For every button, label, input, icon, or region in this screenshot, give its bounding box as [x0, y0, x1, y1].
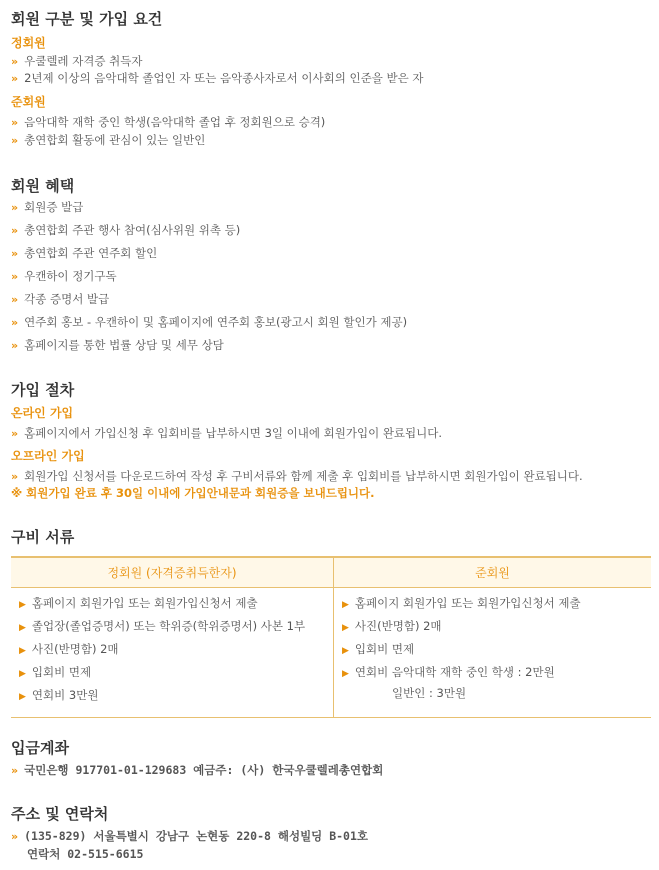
double-chevron-icon: » — [11, 201, 19, 214]
list-item: » 우쿨렐레 자격증 취득자 — [11, 54, 143, 68]
associate-docs-cell — [334, 588, 652, 718]
triangle-bullet-icon: ▶ — [342, 623, 349, 633]
online-signup-label: 온라인 가입 — [11, 406, 74, 420]
triangle-bullet-icon: ▶ — [19, 669, 26, 679]
benefits-section-title: 회원 혜택 — [11, 177, 75, 195]
account-section-title: 입금계좌 — [11, 739, 69, 757]
list-item: » 2년제 이상의 음악대학 졸업인 자 또는 음악종사자로서 이사회의 인준을 받은 자 — [11, 71, 424, 85]
list-item: » 각종 증명서 발급 — [11, 292, 110, 306]
list-item: » 홈페이지를 통한 법률 상담 및 세무 상담 — [11, 338, 224, 352]
list-item: » 우캔하이 정기구독 — [11, 269, 117, 283]
associate-member-label: 준회원 — [11, 95, 46, 109]
double-chevron-icon: » — [11, 270, 19, 283]
double-chevron-icon: » — [11, 427, 19, 440]
list-item: ▶ 사진(반명함) 2매 — [19, 638, 333, 661]
list-item: ▶ 연회비 음악대학 재학 중인 학생 : 2만원 — [342, 661, 651, 684]
associate-column-header: 준회원 — [334, 557, 652, 588]
list-item: » 연주회 홍보 - 우캔하이 및 홈페이지에 연주회 홍보(광고시 회원 할인가 제공) — [11, 315, 408, 329]
list-item: » 홈페이지에서 가입신청 후 입회비를 납부하시면 3일 이내에 회원가입이 완료됩니다. — [11, 426, 443, 440]
double-chevron-icon: » — [11, 830, 19, 843]
list-item: ▶ 졸업장(졸업증명서) 또는 학위증(학위증명서) 사본 1부 — [19, 615, 333, 638]
double-chevron-icon: » — [11, 293, 19, 306]
regular-member-label: 정회원 — [11, 36, 46, 50]
triangle-bullet-icon: ▶ — [19, 692, 26, 702]
double-chevron-icon: » — [11, 339, 19, 352]
list-item: » 회원증 발급 — [11, 200, 84, 214]
documents-table — [11, 556, 651, 718]
address-line: » (135-829) 서울특별시 강남구 논현동 220-8 해성빌딩 B-01호 — [11, 829, 369, 843]
contact-section-title: 주소 및 연락처 — [11, 805, 109, 823]
list-item: ▶ 입회비 면제 — [19, 661, 333, 684]
list-item: » 회원가입 신청서를 다운로드하여 작성 후 구비서류와 함께 제출 후 입회비를 납부하시면 회원가입이 완료됩니다. — [11, 469, 583, 483]
double-chevron-icon: » — [11, 470, 19, 483]
double-chevron-icon: » — [11, 116, 19, 129]
list-item: ▶ 홈페이지 회원가입 또는 회원가입신청서 제출 — [342, 592, 651, 615]
triangle-bullet-icon: ▶ — [19, 623, 26, 633]
triangle-bullet-icon: ▶ — [19, 600, 26, 610]
list-item: ▶ 홈페이지 회원가입 또는 회원가입신청서 제출 — [19, 592, 333, 615]
double-chevron-icon: » — [11, 224, 19, 237]
triangle-bullet-icon: ▶ — [19, 646, 26, 656]
list-item: » 총연합회 주관 연주회 할인 — [11, 246, 158, 260]
double-chevron-icon: » — [11, 764, 19, 777]
regular-docs-cell — [11, 588, 334, 718]
list-item: » 음악대학 재학 중인 학생(음악대학 졸업 후 정회원으로 승격) — [11, 115, 326, 129]
triangle-bullet-icon: ▶ — [342, 646, 349, 656]
list-item: ▶ 입회비 면제 — [342, 638, 651, 661]
documents-section-title: 구비 서류 — [11, 528, 75, 546]
phone-line: 연락처 02-515-6615 — [27, 847, 144, 861]
procedure-section-title: 가입 절차 — [11, 381, 75, 399]
membership-section-title: 회원 구분 및 가입 요건 — [11, 10, 163, 28]
list-item: » 총연합회 활동에 관심이 있는 일반인 — [11, 133, 206, 147]
table-row — [11, 588, 651, 718]
double-chevron-icon: » — [11, 247, 19, 260]
list-item: ▶ 사진(반명함) 2매 — [342, 615, 651, 638]
list-item: » 총연합회 주관 행사 참여(심사위원 위촉 등) — [11, 223, 241, 237]
list-item: ▶ 연회비 3만원 — [19, 684, 333, 707]
table-header-row — [11, 557, 651, 588]
double-chevron-icon: » — [11, 134, 19, 147]
double-chevron-icon: » — [11, 72, 19, 85]
triangle-bullet-icon: ▶ — [342, 600, 349, 610]
triangle-bullet-icon: ▶ — [342, 669, 349, 679]
signup-notice: ※ 회원가입 완료 후 30일 이내에 가입안내문과 회원증을 보내드립니다. — [11, 486, 375, 500]
double-chevron-icon: » — [11, 55, 19, 68]
double-chevron-icon: » — [11, 316, 19, 329]
regular-column-header: 정회원 (자격증취득한자) — [11, 557, 334, 588]
bank-account-line: » 국민은행 917701-01-129683 예금주: (사) 한국우쿨렐레총연합회 — [11, 763, 384, 777]
annual-fee-general: 일반인 : 3만원 — [392, 686, 467, 700]
offline-signup-label: 오프라인 가입 — [11, 449, 85, 463]
